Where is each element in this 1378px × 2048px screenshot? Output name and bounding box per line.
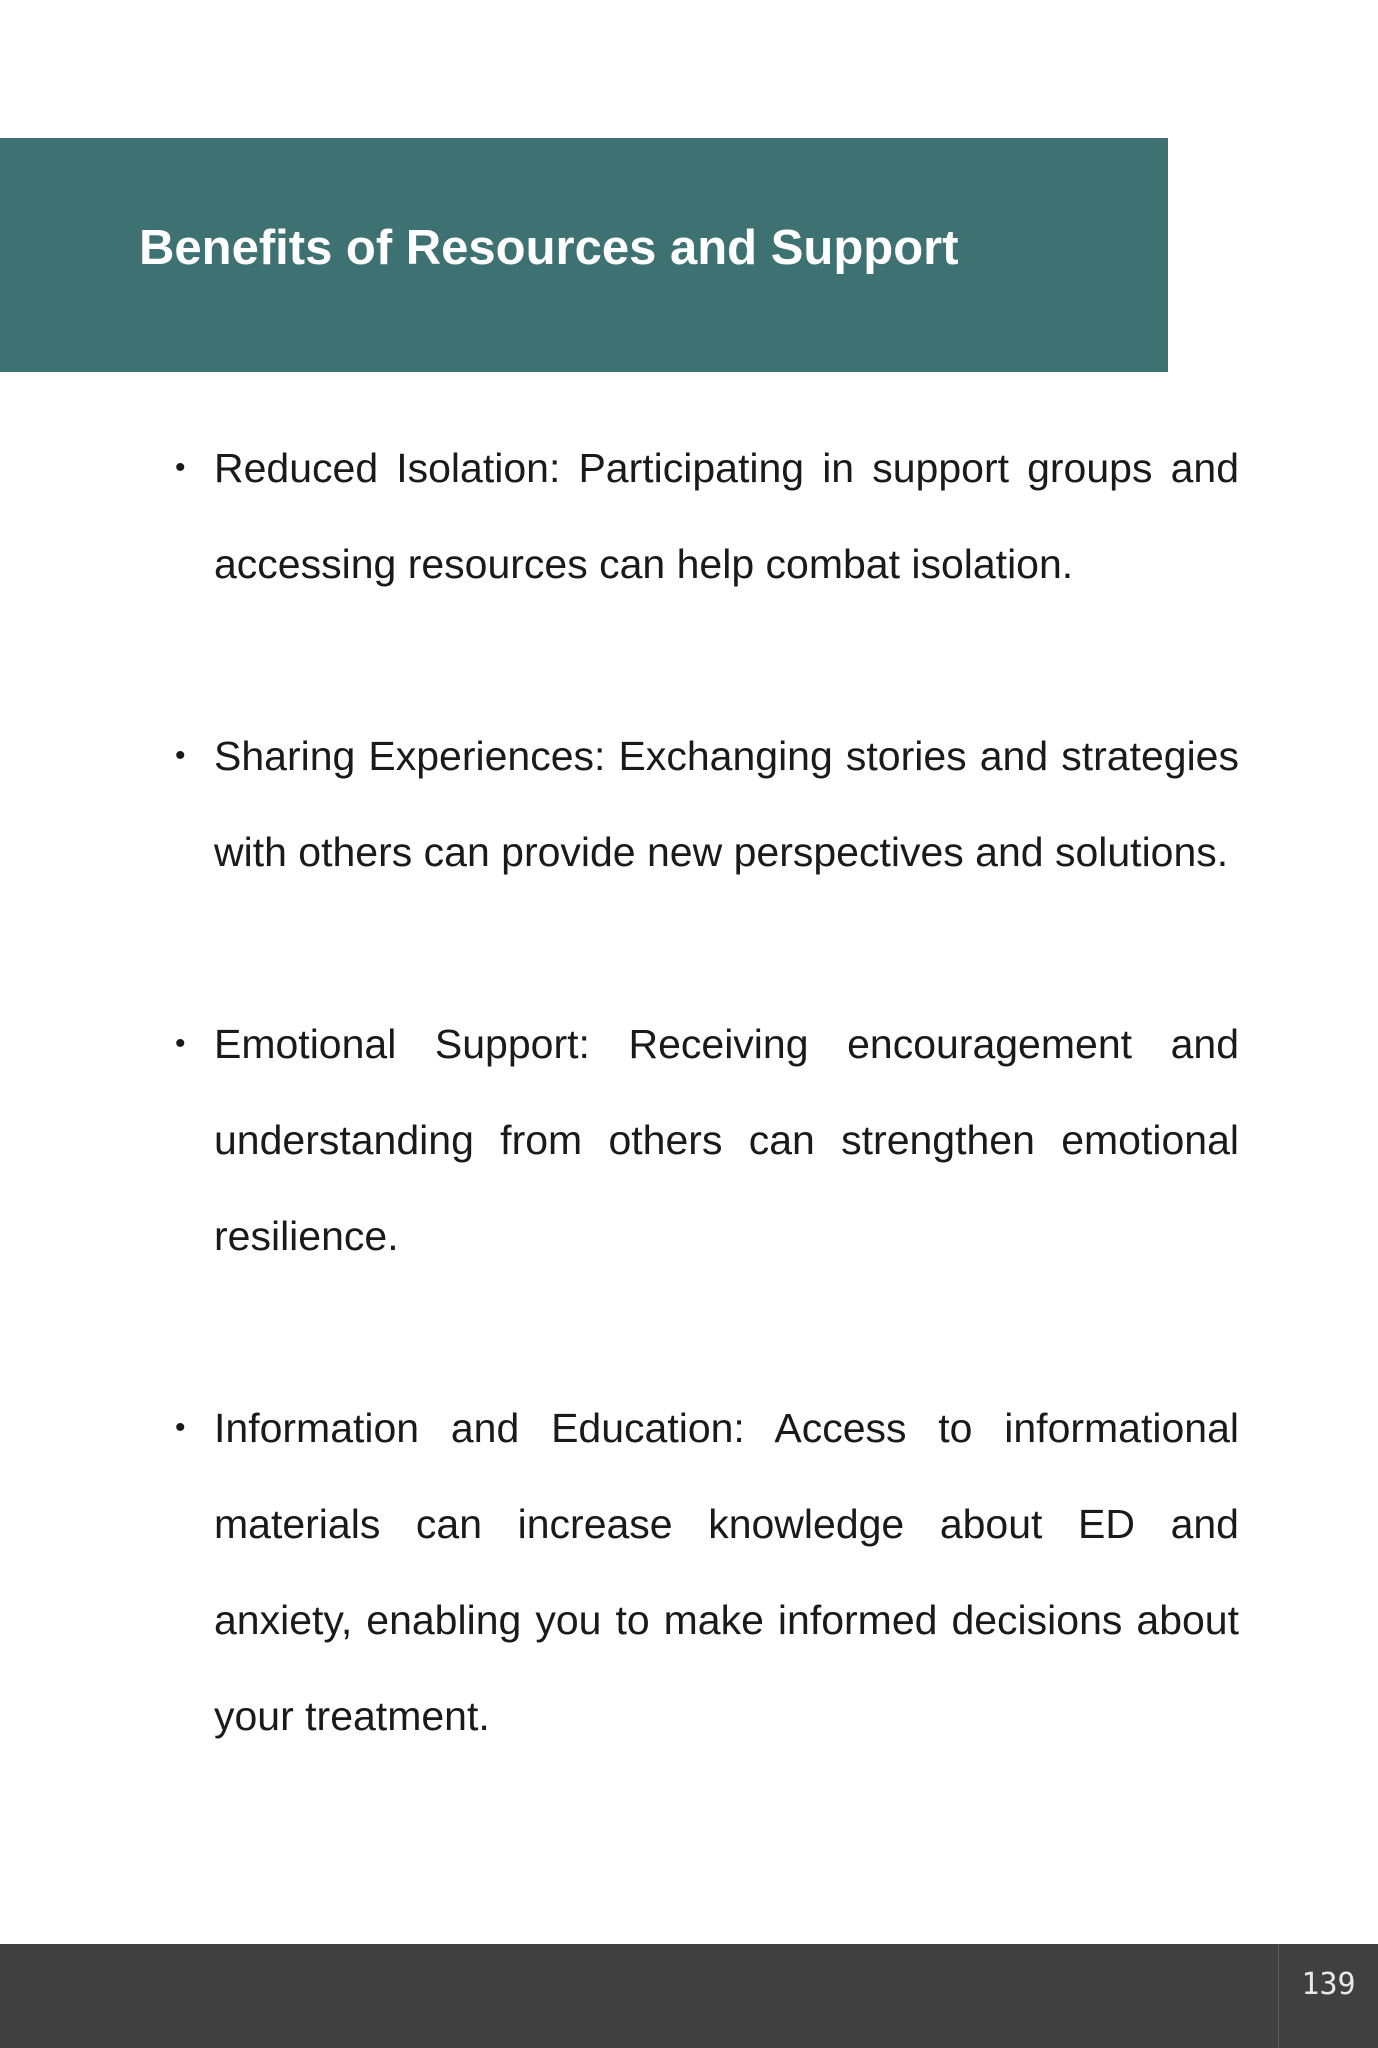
list-item [175,1380,1239,1764]
list-item [175,996,1239,1284]
page-title: Benefits of Resources and Support [139,221,959,275]
page-number: 139 [1301,1967,1356,2002]
bullet-icon: • [175,1027,186,1060]
list-item-text: Information and Education: Access to informational materials can increase knowledge about ED and anxiety, enabling you to make informed decisions about your treatment. [214,1405,1239,1739]
bullet-icon: • [175,739,186,772]
list-item [175,708,1239,900]
bullet-icon: • [175,1411,186,1444]
list-item-text: Reduced Isolation: Participating in support groups and accessing resources can help combat isolation. [214,445,1239,587]
list-item-text: Sharing Experiences: Exchanging stories and strategies with others can provide new perspectives and solutions. [214,733,1239,875]
footer-bar [0,1944,1378,2048]
bullet-icon: • [175,451,186,484]
list-item [175,420,1239,612]
list-item-text: Emotional Support: Receiving encouragement and understanding from others can strengthen emotional resilience. [214,1021,1239,1259]
benefits-list [175,420,1239,1764]
